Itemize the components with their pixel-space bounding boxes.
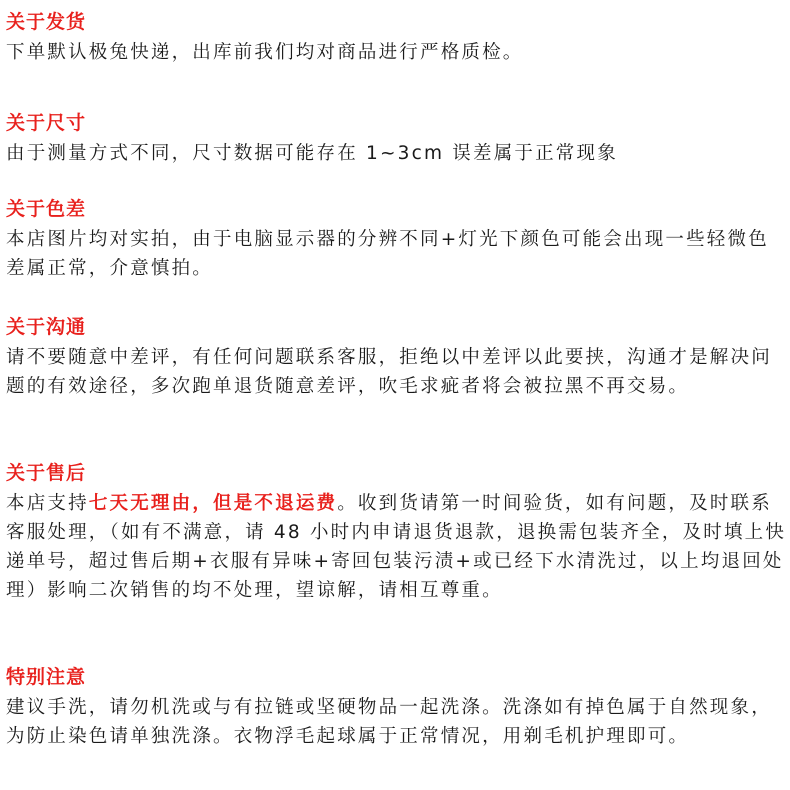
section-heading: 关于沟通	[6, 316, 87, 338]
section-color-difference	[6, 197, 788, 283]
section-text: 建议手洗，请勿机洗或与有拉链或坚硬物品一起洗涤。洗涤如有掉色属于自然现象，为防止染色请单独洗涤。衣物浮毛起球属于正常情况，用剃毛机护理即可。	[6, 697, 772, 747]
section-after-sales	[6, 461, 788, 605]
section-text: 下单默认极兔快递，出库前我们均对商品进行严格质检。	[6, 42, 524, 63]
section-heading: 关于尺寸	[6, 112, 87, 134]
section-text	[6, 489, 788, 605]
section-shipping	[6, 10, 788, 67]
section-size	[6, 111, 788, 168]
section-text: 本店图片均对实拍，由于电脑显示器的分辨不同+灯光下颜色可能会出现一些轻微色差属正常，介意慎拍。	[6, 229, 769, 279]
section-text: 由于测量方式不同，尺寸数据可能存在 1~3cm 误差属于正常现象	[6, 143, 618, 164]
section-special-notice	[6, 665, 788, 751]
section-heading: 关于售后	[6, 462, 87, 484]
text-after-highlight: 。收到货请第一时间验货，如有问题，及时联系客服处理，（如有不满意，请 48 小时内申请退货退款，退换需包装齐全，及时填上快递单号，超过售后期+衣服有异味+寄回包装污渍+或已经下水清洗过，以上均退回处理）影响二次销售的均不处理，望谅解，请相互尊重。	[6, 493, 787, 601]
section-heading: 关于色差	[6, 198, 87, 220]
return-policy-highlight: 七天无理由，但是不退运费	[88, 493, 338, 514]
section-text: 请不要随意中差评，有任何问题联系客服，拒绝以中差评以此要挟，沟通才是解决问题的有效途径，多次跑单退货随意差评，吹毛求疵者将会被拉黑不再交易。	[6, 347, 772, 397]
text-before-highlight: 本店支持	[6, 493, 89, 514]
section-heading: 关于发货	[6, 11, 87, 33]
section-heading: 特别注意	[6, 666, 87, 688]
section-communication	[6, 315, 788, 401]
